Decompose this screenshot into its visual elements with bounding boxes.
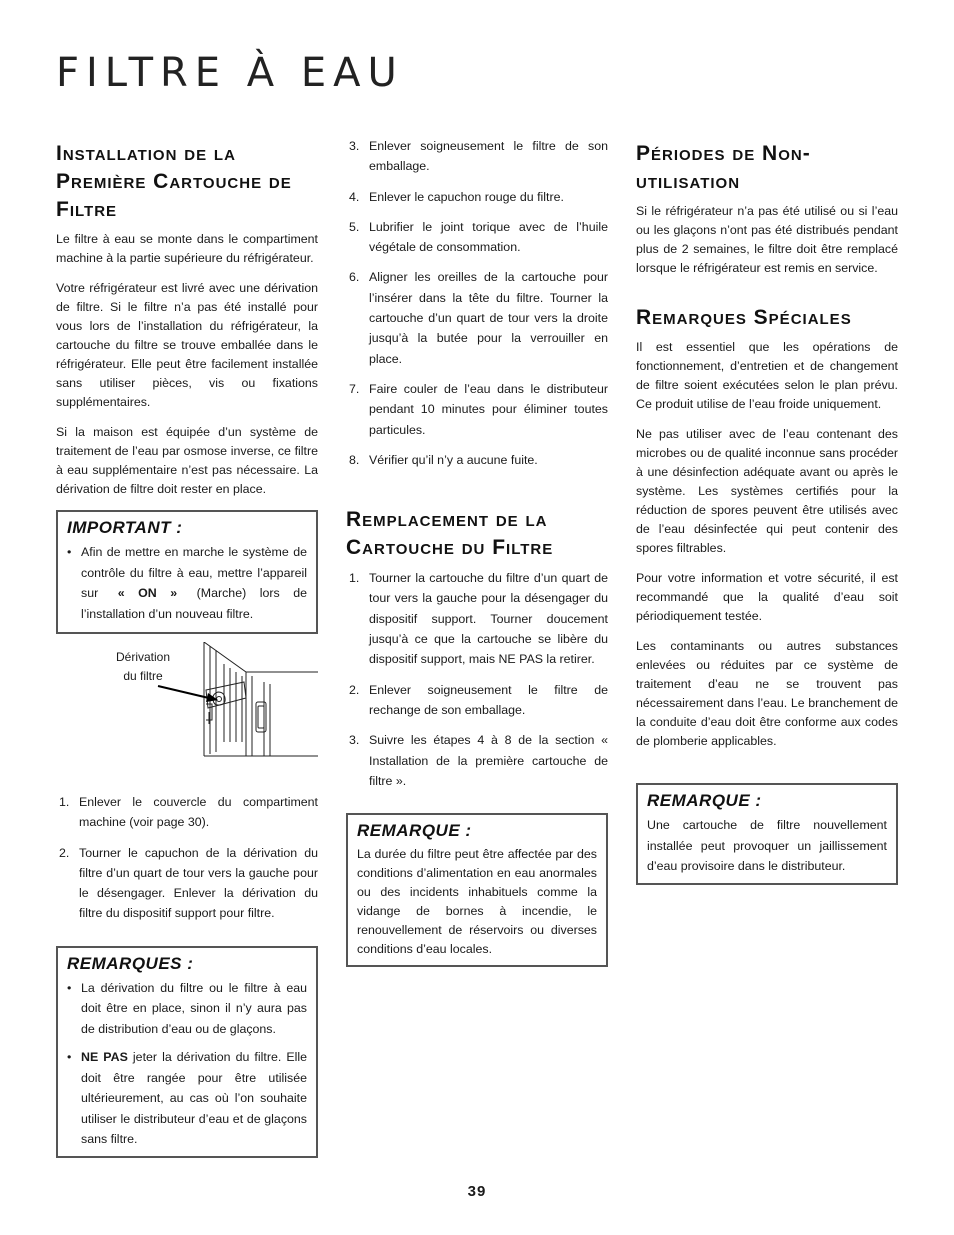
paragraph: Votre réfrigérateur est livré avec une dérivation de filtre. Si le filtre n’a pas été installé pour vous lors de l’installation du réfrigérateur, la cartouche du filtre se trouve emballée dans le réfrigérateur. Elle peut être facilement installée sans utiliser pièces, vis ou fixations supplémentaires. [56, 281, 318, 409]
remarques-title: REMARQUES : [67, 953, 194, 973]
figure-label: Dérivation du filtre [115, 650, 171, 683]
list-item: 3. Enlever soigneusement le filtre de son emballage. [349, 139, 608, 174]
paragraph: Pour votre information et votre sécurité, il est recommandé que la qualité d’eau soit périodiquement testée. [636, 571, 898, 623]
remarques-item: • La dérivation du filtre ou le filtre à eau doit être en place, sinon il n’y aura pas de distribution d’eau ou de glaçons. [67, 978, 307, 1040]
paragraph: Les contaminants ou autres substances enlevées ou réduites par ce système de traitement d’eau ne se trouvent pas nécessairement dans l’eau. Le branchement de la conduite d’eau doit être conforme aux codes de plomberie applicables. [636, 639, 898, 748]
filter-bypass-illustration [56, 642, 318, 778]
list-item: 1. Enlever le couvercle du compartiment machine (voir page 30). [59, 795, 318, 830]
list-item: 1. Tourner la cartouche du filtre d’un quart de tour vers la gauche pour la désengager du dispositif support. Tourner doucement jusqu’à ce que la cartouche se libère du dispositif support, mais NE PAS la retirer. [349, 571, 608, 667]
list-item: 6. Aligner les oreilles de la cartouche pour l’insérer dans la tête du filtre. Tourner la cartouche d’un quart de tour vers la droite jusqu’à la butée pour la verrouiller en place. [349, 270, 608, 366]
section-heading-replacement: Remplacement de la Cartouche du Filtre [346, 508, 554, 560]
remarque-box [346, 813, 608, 967]
section-heading-installation: Installation de la Première Cartouche de Filtre [56, 142, 292, 221]
remarques-box [56, 946, 318, 1158]
important-box [56, 510, 318, 634]
bullet-icon: • [67, 545, 72, 559]
installation-steps [56, 792, 318, 924]
column-left [56, 140, 318, 1158]
paragraph: Il est essentiel que les opérations de fonctionnement, d’entretien et de changement de filtre soient exécutées selon le plan prévu. Ce produit utilise de l’eau froide uniquement. [636, 340, 898, 411]
remarque-title: REMARQUE : [647, 791, 762, 810]
list-item: 4. Enlever le capuchon rouge du filtre. [349, 189, 564, 204]
filter-bypass-figure [56, 642, 318, 778]
column-middle [346, 136, 608, 967]
list-item: 2. Enlever soigneusement le filtre de rechange de son emballage. [349, 682, 608, 717]
list-item: 7. Faire couler de l’eau dans le distributeur pendant 10 minutes pour éliminer toutes particules. [349, 381, 608, 437]
column-right [636, 140, 898, 885]
remarque-title: REMARQUE : [357, 821, 472, 841]
paragraph: Le filtre à eau se monte dans le compartiment machine à la partie supérieure du réfrigérateur. [56, 232, 318, 265]
list-item: 2. Tourner le capuchon de la dérivation du filtre d’un quart de tour vers la gauche pour le désengager. Enlever la dérivation du filtre du dispositif support pour filtre. [59, 845, 318, 921]
page-title: FILTRE À EAU [56, 50, 404, 96]
replacement-steps [346, 568, 608, 791]
installation-steps-continued [346, 136, 608, 470]
paragraph: Ne pas utiliser avec de l’eau contenant des microbes ou de qualité inconnue sans procéder à une désinfection adéquate avant ou après le système. Les systèmes certifiés pour la réduction de spores peuvent être utilisés avec de l’eau désinfectée qui peut contenir des spores filtrables. [636, 427, 898, 555]
list-item: 3. Suivre les étapes 4 à 8 de la section « Installation de la première cartouche de filtre ». [349, 733, 608, 788]
section-heading-non-use: Périodes de Non-utilisation [636, 142, 811, 193]
important-item: • Afin de mettre en marche le système de contrôle du filtre à eau, mettre l’appareil sur « ON » (Marche) lors de l’installation d’un nouveau filtre. [67, 542, 307, 624]
remarque-text: La durée du filtre peut être affectée par des conditions d’alimentation en eau anormales ou des incidents inhabituels comme la vidange de bornes à incendie, le renouvellement de réservoirs ou diverses conditions d’eau locales. [357, 847, 597, 957]
remarques-item: • NE PAS jeter la dérivation du filtre. Elle doit être rangée pour être utilisée ultérieurement, au cas où l’on souhaite utiliser le distributeur d’eau et de glaçons sans filtre. [67, 1047, 307, 1150]
list-item: 8. Vérifier qu’il n’y a aucune fuite. [349, 452, 538, 467]
section-heading-special-notes: Remarques Spéciales [636, 306, 852, 329]
remarque-text: Une cartouche de filtre nouvellement installée peut provoquer un jaillissement d’eau provisoire dans le distributeur. [647, 818, 887, 873]
bullet-icon: • [67, 980, 72, 995]
remarque-box [636, 783, 898, 885]
list-item: 5. Lubrifier le joint torique avec de l’huile végétale de consommation. [349, 219, 608, 255]
important-title: IMPORTANT : [67, 518, 183, 537]
bullet-icon: • [67, 1050, 72, 1065]
paragraph: Si le réfrigérateur n’a pas été utilisé ou si l’eau ou les glaçons n’ont pas été distribués pendant plus de 2 semaines, le filtre doit être remplacé lorsque le réfrigérateur est remis en service. [636, 204, 898, 275]
paragraph: Si la maison est équipée d’un système de traitement de l’eau par osmose inverse, ce filtre à eau supplémentaire n’est pas nécessaire. La dérivation de filtre doit rester en place. [56, 425, 318, 496]
page-number: 39 [467, 1183, 487, 1200]
